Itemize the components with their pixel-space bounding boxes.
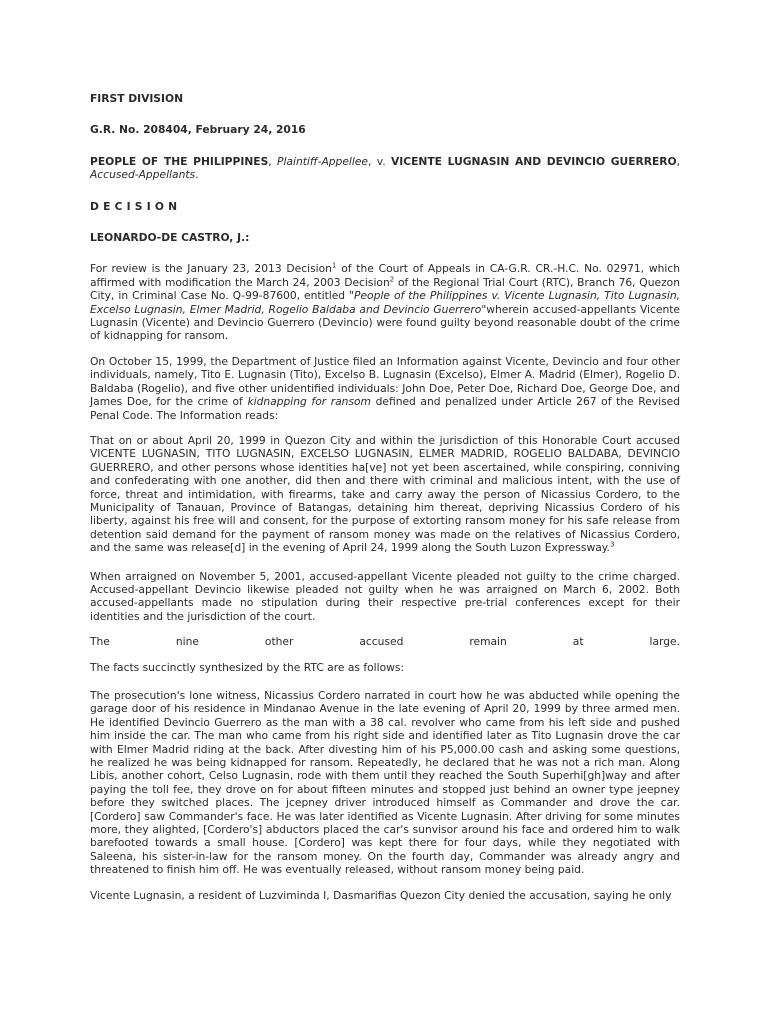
word: accused	[359, 635, 404, 649]
word: remain	[469, 635, 507, 649]
word: at	[572, 635, 584, 649]
versus: , v.	[368, 154, 392, 168]
paragraph-at-large	[90, 635, 680, 648]
gr-number: G.R. No. 208404, February 24, 2016	[90, 123, 306, 137]
ponente: LEONARDO-DE CASTRO, J.:	[90, 231, 250, 245]
para1-text-d: "wherein accused-appellants Vicente Lugnasin (Vicente) and Devincio Guerrero (Devincio) were found guilty beyond reasonable doubt of the crime of kidnapping for ransom.	[90, 302, 680, 343]
plaintiff-name: PEOPLE OF THE PHILIPPINES	[90, 154, 269, 168]
para1-text-a: For review is the January 23, 2013 Decision	[90, 262, 332, 276]
case-title: People of the Philippines v. Vicente Lugnasin, Tito Lugnasin, Excelso Lugnasin, Elmer Madrid, Rogelio Baldaba and Devincio Guerrero	[90, 289, 680, 316]
para1-text-b: of the Court of Appeals in CA-G.R. CR.-H.C. No. 02971, which affirmed with modification the March 24, 2003 Decision	[90, 262, 680, 289]
para1-text-c: of the Regional Trial Court (RTC), Branch 76, Quezon City, in Criminal Case No. Q-99-87600, entitled "	[90, 275, 680, 303]
word: The	[90, 635, 110, 649]
paragraph-defense: Vicente Lugnasin, a resident of Luzviminda I, Dasmarifias Quezon City denied the accusation, saying he only	[90, 888, 672, 902]
paragraph-arraignment: When arraigned on November 5, 2001, accused-appellant Vicente pleaded not guilty to the crime charged. Accused-appellant Devincio likewise pleaded not guilty when he was arraigned on March 6, 2002. Both accused-appellants made no stipulation during their respective pre-trial conferences except for their identities and the jurisdiction of the court.	[90, 569, 680, 623]
information-quote	[90, 434, 680, 555]
caption-separator: ,	[268, 154, 278, 168]
information-text: That on or about April 20, 1999 in Quezon City and within the jurisdiction of this Honorable Court accused VICENTE LUGNASIN, TITO LUGNASIN, EXCELSO LUGNASIN, ELMER MADRID, ROGELIO BALDABA, DEVINCIO GUERRERO, and other persons whose identities ha[ve] not yet been ascertained, while conspiring, conniving and confederating with one another, did then and there with criminal and malicious intent, with the use of force, threat and intimidation, with firearms, take and carry away the person of Nicassius Cordero, to the Municipality of Tanauan, Province of Batangas, detaining him thereat, depriving Nicassius Cordero of his liberty, against his free will and consent, for the purpose of extorting ransom money for his safe release from detention said demand for the payment of ransom money was made on the relatives of Nicassius Cordero, and the same was release[d] in the evening of April 24, 1999 along the South Luzon Expressway.	[90, 433, 680, 555]
case-caption	[90, 155, 680, 182]
paragraph-facts-intro: The facts succinctly synthesized by the RTC are as follows:	[90, 660, 405, 674]
accused-role: Accused-Appellants	[90, 168, 196, 182]
caption-separator-2: ,	[676, 154, 680, 168]
decision-text	[90, 92, 680, 914]
word: other	[264, 635, 294, 649]
footnote-ref-2: 2	[389, 275, 395, 284]
paragraph-review	[90, 262, 680, 342]
caption-end: .	[195, 168, 199, 182]
division-heading: FIRST DIVISION	[90, 92, 184, 105]
accused-names: VICENTE LUGNASIN AND DEVINCIO GUERRERO	[391, 154, 677, 168]
paragraph-prosecution-witness: The prosecution's lone witness, Nicassius Cordero narrated in court how he was abducted while opening the garage door of his residence in Mindanao Avenue in the late evening of April 20, 1999 by three armed men. He identified Devincio Guerrero as the man with a 38 cal. revolver who came from his left side and pushed him inside the car. The man who came from his right side and identified later as Tito Lugnasin drove the car with Elmer Madrid riding at the back. After divesting him of his P5,000.00 cash and asking some questions, he realized he was being kidnapped for ransom. Repeatedly, he declared that he was not a rich man. Along Libis, another cohort, Celso Lugnasin, rode with them until they reached the South Superhi[gh]way and after paying the toll fee, they drove on for about fifteen minutes and stopped just behind an owner type jeepney before they switched places. The jcepney driver introduced himself as Commander and drove the car. [Cordero] saw Commander's face. He was later identified as Vicente Lugnasin. After driving for some minutes more, they alighted, [Cordero's] abductors placed the car's sunvisor around his face and ordered him to walk barefooted towards a small house. [Cordero] was kept there for four days, while they negotiated with Saleena, his sister-in-law for the ransom money. On the fourth day, Commander was already angry and threatened to finish him off. He was eventually released, without ransom money being paid.	[90, 689, 680, 877]
word: nine	[175, 635, 199, 649]
crime-name: kidnapping for ransom	[247, 395, 371, 409]
word: large.	[649, 635, 680, 649]
paragraph-information-filed	[90, 355, 680, 422]
para2-text-b: defined and penalized under Article 267 of the Revised Penal Code. The Information reads:	[90, 395, 680, 422]
footnote-ref-1: 1	[331, 261, 337, 270]
decision-label: DECISION	[90, 199, 182, 213]
plaintiff-role: Plaintiff-Appellee	[277, 154, 369, 168]
para2-text-a: On October 15, 1999, the Department of Justice filed an Information against Vicente, Devincio and four other individuals, namely, Tito E. Lugnasin (Tito), Excelso B. Lugnasin (Excelso), Elmer A. Madrid (Elmer), Rogelio D. Baldaba (Rogelio), and five other unidentified individuals: John Doe, Peter Doe, Richard Doe, George Doe, and James Doe, for the crime of	[90, 354, 680, 409]
footnote-ref-3: 3	[609, 540, 615, 549]
